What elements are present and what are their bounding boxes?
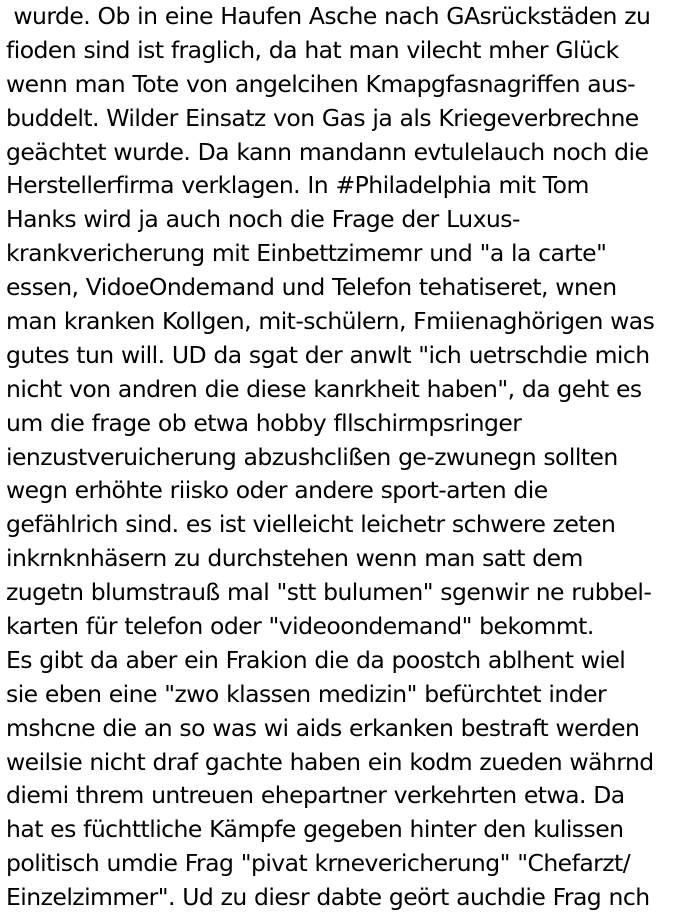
text-line: hat es füchttliche Kämpfe gegeben hinter den kulissen — [6, 815, 624, 844]
text-line: geächtet wurde. Da kann mandann evtulelauch noch die — [6, 137, 649, 166]
text-line: wenn man Tote von angelcihen Kmapgfasnagriffen aus- — [6, 69, 636, 98]
text-line: krankvericherung mit Einbettzimemr und "a la carte" — [6, 239, 607, 268]
text-line: um die frage ob etwa hobby fllschirmpsringer — [6, 408, 522, 437]
text-line: Hanks wird ja auch noch die Frage der Luxus- — [6, 205, 520, 234]
text-line: zugetn blumstrauß mal "stt bulumen" sgenwir ne rubbel- — [6, 578, 652, 607]
text-line: politisch umdie Frag "pivat krnevericherung" "Chefarzt/ — [6, 849, 631, 878]
text-line: gefählrich sind. es ist vielleicht leichetr schwere zeten — [6, 510, 616, 539]
text-line: wurde. Ob in eine Haufen Asche nach GAsrückstäden zu — [6, 2, 651, 30]
text-line: wegn erhöhte riisko oder andere sport-arten die — [6, 476, 548, 505]
text-line: essen, VidoeOndemand und Telefon tehatiseret, wnen — [6, 273, 617, 302]
text-line: karten für telefon oder "videoondemand" bekommt. — [6, 612, 594, 641]
text-line: gutes tun will. UD da sgat der anwlt "ich uetrschdie mich — [6, 340, 650, 369]
text-line: nicht von andren die diese kanrkheit haben", da geht es — [6, 374, 642, 403]
text-line: sie eben eine "zwo klassen medizin" befürchtet inder — [6, 679, 607, 708]
text-line: diemi threm untreuen ehepartner verkehrten etwa. Da — [6, 781, 625, 810]
text-line: ienzustveruicherung abzushclißen ge-zwunegn sollten — [6, 442, 618, 471]
text-line: Herstellerfirma verklagen. In #Philadelphia mit Tom — [6, 171, 589, 200]
text-line: mshcne die an so was wi aids erkanken bestraft werden — [6, 713, 640, 742]
text-line: buddelt. Wilder Einsatz von Gas ja als Kriegeverbrechne — [6, 103, 639, 132]
document-page — [6, 0, 682, 915]
text-line: weilsie nicht draf gachte haben ein kodm zueden währnd — [6, 747, 654, 776]
text-line: inkrnknhäsern zu durchstehen wenn man satt dem — [6, 544, 583, 573]
text-line: Es gibt da aber ein Frakion die da poostch ablhent wiel — [6, 645, 626, 674]
text-line: man kranken Kollgen, mit-schülern, Fmiienaghörigen was — [6, 307, 655, 336]
text-line: fioden sind ist fraglich, da hat man vilecht mher Glück — [6, 35, 619, 64]
text-line: Einzelzimmer". Ud zu diesr dabte geört auchdie Frag nch — [6, 883, 650, 912]
